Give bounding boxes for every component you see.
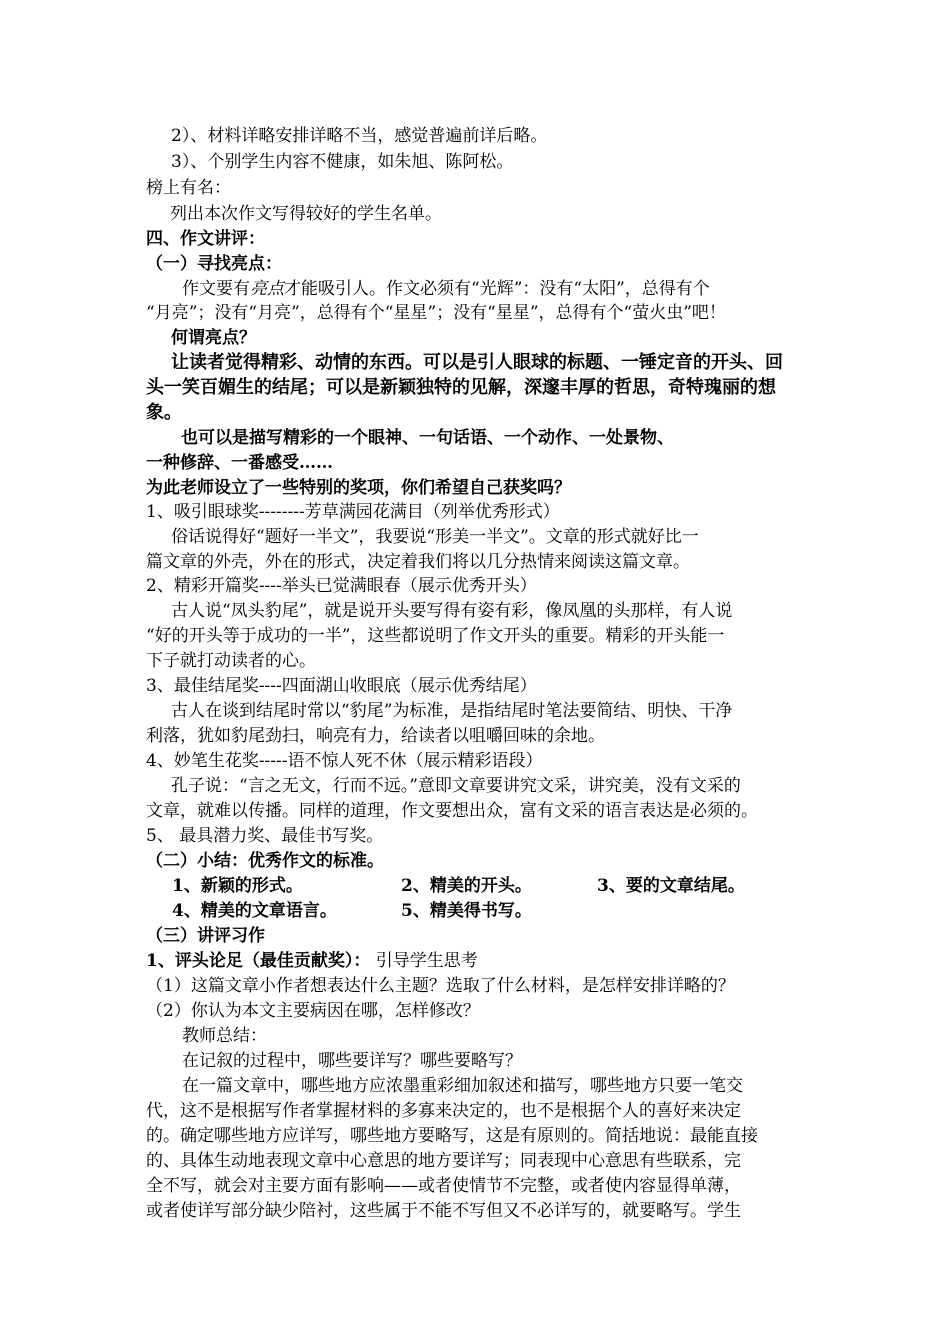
paragraph-line: 下子就打动读者的心。 (146, 651, 316, 671)
honor-roll-heading: 榜上有名： (146, 178, 231, 198)
bold-paragraph-line: 让读者觉得精彩、动情的东西。可以是引人眼球的标题、一锤定音的开头、回 (171, 352, 783, 373)
award-1-title: 1、吸引眼球奖--------芳草满园花满目（列举优秀形式） (146, 502, 560, 522)
paragraph-line: 或者使详写部分缺少陪衬，这些属于不能不写但又不必详写的，就要略写。学生 (146, 1201, 741, 1221)
paragraph-line: 俗话说得好“题好一半文”，我要说“形美一半文”。文章的形式就好比一 (171, 527, 699, 547)
question-1: （1）这篇文章小作者想表达什么主题？选取了什么材料，是怎样安排详略的？ (146, 976, 735, 996)
standard-3: 3、要的文章结尾。 (597, 876, 745, 896)
award-intro: 为此老师设立了一些特别的奖项，你们希望自己获奖吗？ (146, 478, 571, 498)
question-2: （2）你认为本文主要病因在哪，怎样修改？ (146, 1001, 480, 1021)
paragraph-line: 代，这不是根据写作者掌握材料的多寡来决定的，也不是根据个人的喜好来决定 (146, 1101, 741, 1121)
paragraph-line: 全不写，就会对主要方面有影响——或者使情节不完整，或者使内容显得单薄， (146, 1176, 741, 1196)
review-activity-line (146, 949, 478, 973)
paragraph-line: “月亮”；没有“月亮”，总得有个“星星”；没有“星星”，总得有个“萤火虫”吧！ (146, 303, 726, 323)
standard-2: 2、精美的开头。 (401, 876, 532, 896)
standard-1: 1、新颖的形式。 (172, 876, 303, 896)
subsection-2-heading: （二）小结：优秀作文的标准。 (146, 851, 384, 871)
award-5-title: 5、 最具潜力奖、最佳书写奖。 (146, 826, 384, 846)
subsection-1-heading: （一）寻找亮点： (146, 254, 282, 274)
review-activity-note: 引导学生思考 (370, 951, 478, 971)
highlight-intro-line (182, 277, 710, 301)
summary-question: 在记叙的过程中，哪些要详写？哪些要略写？ (182, 1051, 522, 1071)
paragraph-line: “好的开头等于成功的一半”，这些都说明了作文开头的重要。精彩的开头能一 (146, 626, 725, 646)
honor-roll-text: 列出本次作文写得较好的学生名单。 (170, 204, 442, 224)
teacher-summary-heading: 教师总结： (182, 1026, 267, 1046)
award-4-title: 4、妙笔生花奖-----语不惊人死不休（展示精彩语段） (146, 751, 543, 771)
award-3-title: 3、最佳结尾奖----四面湖山收眼底（展示优秀结尾） (146, 676, 537, 696)
subsection-3-heading: （三）讲评习作 (146, 926, 265, 946)
emphasis-text: 亮点 (250, 279, 284, 299)
review-activity-title: 1、评头论足（最佳贡献奖）： (146, 951, 371, 971)
question-heading: 何谓亮点？ (171, 328, 256, 348)
paragraph-line: 篇文章的外壳，外在的形式，决定着我们将以几分热情来阅读这篇文章。 (146, 552, 690, 572)
bold-paragraph-line: 头一笑百媚生的结尾；可以是新颖独特的见解，深邃丰厚的哲思，奇特瑰丽的想 (146, 377, 776, 398)
standard-5: 5、精美得书写。 (401, 901, 532, 921)
text-run: 才能吸引人。作文必须有“光辉”：没有“太阳”，总得有个 (284, 279, 710, 299)
standard-4: 4、精美的文章语言。 (172, 901, 337, 921)
award-2-title: 2、精彩开篇奖----举头已觉满眼春（展示优秀开头） (146, 576, 537, 596)
bold-paragraph-line: 象。 (146, 402, 182, 423)
bold-paragraph-line: 一种修辞、一番感受…… (146, 453, 333, 473)
paragraph-line: 古人在谈到结尾时常以“豹尾”为标准，是指结尾时笔法要简结、明快、干净 (171, 701, 733, 721)
paragraph-line: 古人说“凤头豹尾”，就是说开头要写得有姿有彩，像凤凰的头那样，有人说 (171, 601, 733, 621)
paragraph-line: 利落，犹如豹尾劲扫，响亮有力，给读者以咀嚼回味的余地。 (146, 726, 605, 746)
bold-paragraph-line: 也可以是描写精彩的一个眼神、一句话语、一个动作、一处景物、 (181, 428, 674, 448)
paragraph-line: 孔子说：“言之无文，行而不远。”意即文章要讲究文采，讲究美，没有文采的 (171, 776, 741, 796)
problem-2: 2）、材料详略安排详略不当，感觉普遍前详后略。 (171, 126, 548, 146)
paragraph-line: 的、具体生动地表现文章中心意思的地方要详写；同表现中心意思有些联系，完 (146, 1151, 741, 1171)
problem-3: 3）、个别学生内容不健康，如朱旭、陈阿松。 (171, 152, 514, 172)
paragraph-line: 文章，就难以传播。同样的道理，作文要想出众，富有文采的语言表达是必须的。 (146, 801, 758, 821)
paragraph-line: 的。确定哪些地方应详写，哪些地方要略写，这是有原则的。简括地说：最能直接 (146, 1126, 758, 1146)
section-4-heading: 四、作文讲评： (146, 229, 265, 249)
paragraph-line: 在一篇文章中，哪些地方应浓墨重彩细加叙述和描写，哪些地方只要一笔交 (182, 1076, 743, 1096)
text-run: 作文要有 (182, 279, 250, 299)
